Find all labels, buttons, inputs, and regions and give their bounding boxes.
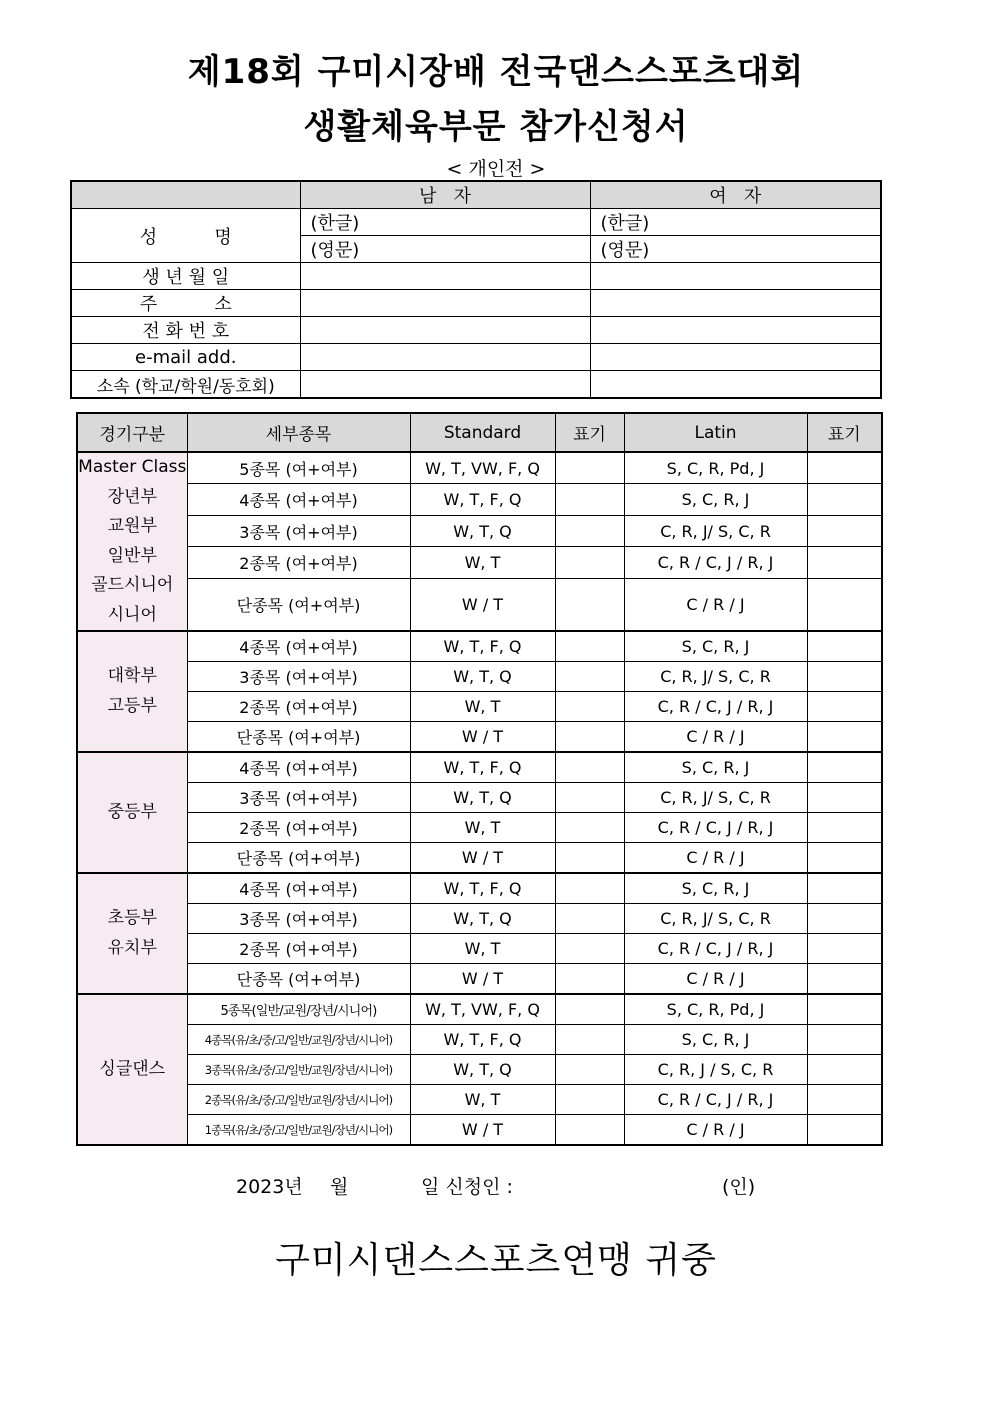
division-name: 싱글댄스 [99,1058,166,1079]
standard-dances: W / T [410,964,555,995]
division-name: 장년부 [107,486,157,507]
table-row [77,722,882,753]
col-header-event: 세부종목 [187,413,410,452]
standard-mark-cell[interactable] [555,578,624,631]
division-name: 고등부 [107,695,157,716]
table-row [77,813,882,843]
event-name: 4종목 (여+여부) [187,752,410,783]
division-cell [77,631,187,752]
table-row [77,964,882,995]
latin-dances: C, R / C, J / R, J [624,813,807,843]
event-name: 4종목 (여+여부) [187,873,410,904]
table-row [77,934,882,964]
standard-dances: W, T, F, Q [410,631,555,662]
division-name: 초등부 [107,908,157,928]
table-row [77,1085,882,1115]
standard-dances: W, T, VW, F, Q [410,994,555,1025]
latin-dances: C / R / J [624,1115,807,1146]
latin-dances: S, C, R, Pd, J [624,452,807,484]
event-name: 3종목(유/초/중/고/일반/교원/장년/시니어) [187,1055,410,1085]
standard-mark-cell[interactable] [555,1115,624,1146]
email-label: e-mail add. [71,344,300,371]
title-line-1: 제18회 구미시장배 전국댄스스포츠대회 [187,52,805,92]
title-line-2: 생활체육부문 참가신청서 [303,107,689,147]
latin-dances: S, C, R, J [624,1025,807,1055]
address-label: 주 소 [71,290,300,317]
table-row [77,547,882,578]
latin-mark-cell[interactable] [807,873,882,904]
latin-mark-cell[interactable] [807,1115,882,1146]
standard-dances: W / T [410,843,555,874]
events-header-row [77,413,882,452]
standard-mark-cell[interactable] [555,692,624,722]
latin-mark-cell[interactable] [807,484,882,515]
event-name: 2종목 (여+여부) [187,547,410,578]
latin-mark-cell[interactable] [807,1085,882,1115]
event-name: 5종목(일반/교원/장년/시니어) [187,994,410,1025]
latin-mark-cell[interactable] [807,904,882,934]
signature-year: 2023년 [236,1176,303,1198]
table-row [77,843,882,874]
latin-dances: C, R / C, J / R, J [624,692,807,722]
signature-seal: (인) [722,1176,756,1198]
division-name: 교원부 [107,516,157,536]
table-row [77,484,882,515]
affiliation-row [71,371,881,399]
latin-mark-cell[interactable] [807,515,882,546]
latin-dances: S, C, R, Pd, J [624,994,807,1025]
latin-mark-cell[interactable] [807,722,882,753]
col-header-standard-mark: 표기 [555,413,624,452]
latin-dances: C, R, J/ S, C, R [624,904,807,934]
latin-mark-cell[interactable] [807,452,882,484]
standard-mark-cell[interactable] [555,843,624,874]
event-name: 단종목 (여+여부) [187,964,410,995]
latin-dances: C, R, J/ S, C, R [624,515,807,546]
latin-dances: C, R / C, J / R, J [624,547,807,578]
latin-dances: S, C, R, J [624,873,807,904]
standard-mark-cell[interactable] [555,631,624,662]
subtitle-individual: < 개인전 > [446,158,546,180]
female-birthdate-field[interactable] [590,263,881,290]
division-name: 시니어 [107,604,157,625]
standard-dances: W / T [410,1115,555,1146]
latin-dances: S, C, R, J [624,484,807,515]
events-table-body [77,413,882,1145]
standard-mark-cell[interactable] [555,1085,624,1115]
standard-mark-cell[interactable] [555,752,624,783]
birthdate-label: 생 년 월 일 [71,263,300,290]
standard-dances: W, T, VW, F, Q [410,452,555,484]
event-name: 2종목 (여+여부) [187,813,410,843]
female-phone-field[interactable] [590,317,881,344]
division-name: 유치부 [107,937,157,958]
col-header-latin: Latin [624,413,807,452]
event-name: 4종목(유/초/중/고/일반/교원/장년/시니어) [187,1025,410,1055]
birthdate-row [71,263,881,290]
latin-mark-cell[interactable] [807,843,882,874]
latin-mark-cell[interactable] [807,1055,882,1085]
female-name-korean-field[interactable]: (한글) [590,209,881,236]
standard-dances: W, T, F, Q [410,484,555,515]
table-row [77,994,882,1025]
email-row [71,344,881,371]
signature-month: 월 [330,1176,349,1198]
footer-recipient: 구미시댄스스포츠연맹 귀중 [275,1240,717,1281]
division-name: 골드시니어 [91,575,174,595]
standard-mark-cell[interactable] [555,547,624,578]
latin-dances: C, R / C, J / R, J [624,934,807,964]
latin-mark-cell[interactable] [807,547,882,578]
latin-mark-cell[interactable] [807,662,882,692]
table-row [77,752,882,783]
female-address-field[interactable] [590,290,881,317]
male-address-field[interactable] [300,290,590,317]
table-row [77,692,882,722]
table-row [77,1025,882,1055]
standard-mark-cell[interactable] [555,904,624,934]
event-name: 4종목 (여+여부) [187,631,410,662]
standard-mark-cell[interactable] [555,994,624,1025]
standard-dances: W, T, F, Q [410,752,555,783]
phone-row [71,317,881,344]
col-header-standard: Standard [410,413,555,452]
division-name: 대학부 [107,666,157,686]
event-name: 1종목(유/초/중/고/일반/교원/장년/시니어) [187,1115,410,1146]
table-row [77,1115,882,1146]
latin-mark-cell[interactable] [807,813,882,843]
latin-dances: C, R / C, J / R, J [624,1085,807,1115]
male-name-english-field[interactable]: (영문) [300,236,590,263]
standard-dances: W, T, Q [410,515,555,546]
events-table [76,412,883,1146]
standard-dances: W, T [410,1085,555,1115]
standard-mark-cell[interactable] [555,484,624,515]
division-cell [77,873,187,994]
standard-dances: W, T [410,813,555,843]
affiliation-label: 소속 (학교/학원/동호회) [71,371,300,399]
latin-mark-cell[interactable] [807,994,882,1025]
latin-mark-cell[interactable] [807,631,882,662]
male-phone-field[interactable] [300,317,590,344]
header-female: 여 자 [590,181,881,209]
table-row [77,662,882,692]
latin-mark-cell[interactable] [807,964,882,995]
standard-mark-cell[interactable] [555,662,624,692]
standard-mark-cell[interactable] [555,722,624,753]
latin-dances: C, R, J/ S, C, R [624,783,807,813]
female-email-field[interactable] [590,344,881,371]
latin-mark-cell[interactable] [807,934,882,964]
male-affiliation-field[interactable] [300,371,590,399]
personal-info-table [70,180,882,399]
standard-mark-cell[interactable] [555,515,624,546]
latin-mark-cell[interactable] [807,1025,882,1055]
latin-mark-cell[interactable] [807,783,882,813]
latin-dances: C / R / J [624,722,807,753]
event-name: 2종목 (여+여부) [187,934,410,964]
standard-dances: W, T, Q [410,1055,555,1085]
female-affiliation-field[interactable] [590,371,881,399]
standard-mark-cell[interactable] [555,1055,624,1085]
event-name: 3종목 (여+여부) [187,904,410,934]
standard-dances: W / T [410,578,555,631]
table-row [77,515,882,546]
personal-header-row [71,181,881,209]
latin-mark-cell[interactable] [807,752,882,783]
standard-dances: W, T [410,934,555,964]
standard-mark-cell[interactable] [555,813,624,843]
standard-dances: W / T [410,722,555,753]
latin-dances: C / R / J [624,843,807,874]
standard-dances: W, T, Q [410,662,555,692]
female-name-english-field[interactable]: (영문) [590,236,881,263]
personal-header-blank [71,181,300,209]
division-cell [77,994,187,1145]
standard-dances: W, T [410,547,555,578]
event-name: 3종목 (여+여부) [187,662,410,692]
standard-mark-cell[interactable] [555,934,624,964]
event-name: 단종목 (여+여부) [187,722,410,753]
table-row [77,578,882,631]
standard-dances: W, T, F, Q [410,873,555,904]
standard-mark-cell[interactable] [555,873,624,904]
name-korean-row [71,209,881,236]
division-cell [77,452,187,631]
latin-dances: C, R, J/ S, C, R [624,662,807,692]
event-name: 4종목 (여+여부) [187,484,410,515]
table-row [77,783,882,813]
event-name: 단종목 (여+여부) [187,843,410,874]
latin-dances: C / R / J [624,964,807,995]
standard-mark-cell[interactable] [555,964,624,995]
event-name: 2종목(유/초/중/고/일반/교원/장년/시니어) [187,1085,410,1115]
latin-mark-cell[interactable] [807,692,882,722]
event-name: 단종목 (여+여부) [187,578,410,631]
event-name: 3종목 (여+여부) [187,515,410,546]
male-email-field[interactable] [300,344,590,371]
latin-dances: S, C, R, J [624,752,807,783]
table-row [77,904,882,934]
latin-dances: C / R / J [624,578,807,631]
latin-mark-cell[interactable] [807,578,882,631]
standard-dances: W, T, Q [410,904,555,934]
name-label: 성 명 [71,209,300,263]
division-name: Master Class [78,457,187,477]
standard-dances: W, T [410,692,555,722]
event-name: 2종목 (여+여부) [187,692,410,722]
signature-day-applicant: 일 신청인 : [421,1176,513,1198]
division-name: 일반부 [107,545,157,566]
latin-dances: C, R, J / S, C, R [624,1055,807,1085]
standard-mark-cell[interactable] [555,783,624,813]
standard-dances: W, T, F, Q [410,1025,555,1055]
col-header-division: 경기구분 [77,413,187,452]
table-row [77,873,882,904]
table-row [77,452,882,484]
male-name-korean-field[interactable]: (한글) [300,209,590,236]
standard-dances: W, T, Q [410,783,555,813]
table-row [77,1055,882,1085]
division-cell [77,752,187,873]
col-header-latin-mark: 표기 [807,413,882,452]
standard-mark-cell[interactable] [555,452,624,484]
event-name: 5종목 (여+여부) [187,452,410,484]
event-name: 3종목 (여+여부) [187,783,410,813]
phone-label: 전 화 번 호 [71,317,300,344]
standard-mark-cell[interactable] [555,1025,624,1055]
header-male: 남 자 [300,181,590,209]
division-name: 중등부 [107,801,157,822]
address-row [71,290,881,317]
latin-dances: S, C, R, J [624,631,807,662]
table-row [77,631,882,662]
male-birthdate-field[interactable] [300,263,590,290]
